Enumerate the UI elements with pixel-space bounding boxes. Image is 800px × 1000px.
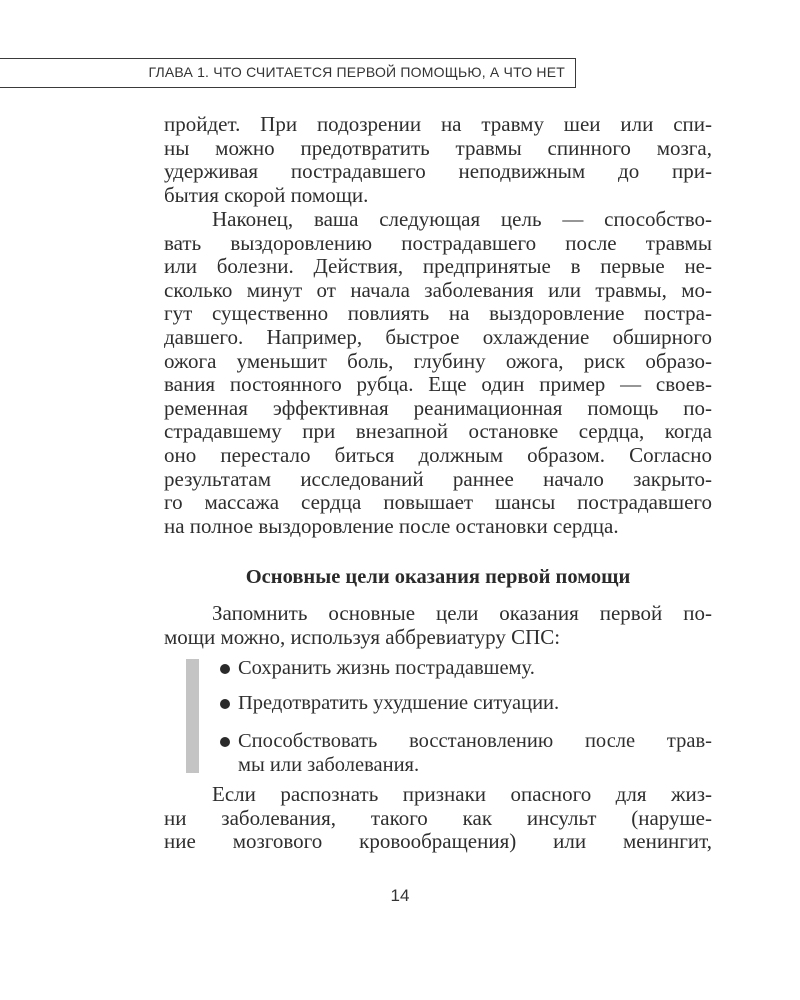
text-line: вать выздоровлению пострадавшего после травмы xyxy=(164,230,712,255)
paragraph-2 xyxy=(164,208,712,538)
bullet-icon xyxy=(220,737,230,747)
text-line: Если распознать признаки опасного для жиз- xyxy=(212,782,712,806)
bullet-icon xyxy=(220,699,230,709)
paragraph-3 xyxy=(164,602,712,649)
text-line: или болезни. Действия, предпринятые в первые не- xyxy=(164,254,712,279)
list-item xyxy=(220,692,712,716)
text-line: результатам исследований раннее начало закрыто- xyxy=(164,466,712,491)
text-line: Наконец, ваша следующая цель — способство- xyxy=(212,207,712,231)
text-line: ни заболевания, такого как инсульт (наруше- xyxy=(164,805,712,830)
list-item-text: Способствовать восстановлению после трав- xyxy=(238,730,712,752)
bullet-icon xyxy=(220,664,230,674)
section-heading: Основные цели оказания первой помощи xyxy=(245,566,631,588)
text-line: гут существенно повлиять на выздоровление постра- xyxy=(164,301,712,326)
text-line: бытия скорой помощи. xyxy=(164,182,369,207)
page-number: 14 xyxy=(390,886,410,905)
list-accent-bar xyxy=(186,659,199,773)
text-line: пройдет. При подозрении на травму шеи или спи- xyxy=(164,112,712,136)
text-line: ременная эффективная реанимационная помощь по- xyxy=(164,395,712,420)
text-line: на полное выздоровление после остановки сердца. xyxy=(164,513,619,538)
list-item xyxy=(220,657,712,681)
chapter-title: ГЛАВА 1. ЧТО СЧИТАЕТСЯ ПЕРВОЙ ПОМОЩЬЮ, А ЧТО НЕТ xyxy=(148,64,565,80)
text-line: го массажа сердца повышает шансы пострадавшего xyxy=(164,490,712,515)
text-line: ние мозгового кровообращения) или менингит, xyxy=(164,829,712,854)
list-item-text: Сохранить жизнь пострадавшему. xyxy=(238,657,535,679)
text-line: страдавшему при внезапной остановке сердца, когда xyxy=(164,419,712,444)
text-line: сколько минут от начала заболевания или травмы, мо- xyxy=(164,277,712,302)
chapter-header-box xyxy=(0,58,576,88)
text-line: оно перестало биться должным образом. Согласно xyxy=(164,442,712,467)
text-line: ны можно предотвратить травмы спинного мозга, xyxy=(164,135,712,160)
text-line: вания постоянного рубца. Еще один пример — своев- xyxy=(164,372,712,397)
text-line: ожога уменьшит боль, глубину ожога, риск образо- xyxy=(164,348,712,373)
text-line: мощи можно, используя аббревиатуру СПС: xyxy=(164,624,561,649)
text-line: Запомнить основные цели оказания первой по- xyxy=(212,601,712,625)
list-item-text: Предотвратить ухудшение ситуации. xyxy=(238,692,560,714)
text-line: давшего. Например, быстрое охлаждение обширного xyxy=(164,324,712,349)
list-item-text: мы или заболевания. xyxy=(238,753,420,776)
text-line: удерживая пострадавшего неподвижным до при- xyxy=(164,159,712,184)
list-item xyxy=(220,730,712,777)
paragraph-1 xyxy=(164,113,712,207)
paragraph-4 xyxy=(164,783,712,854)
